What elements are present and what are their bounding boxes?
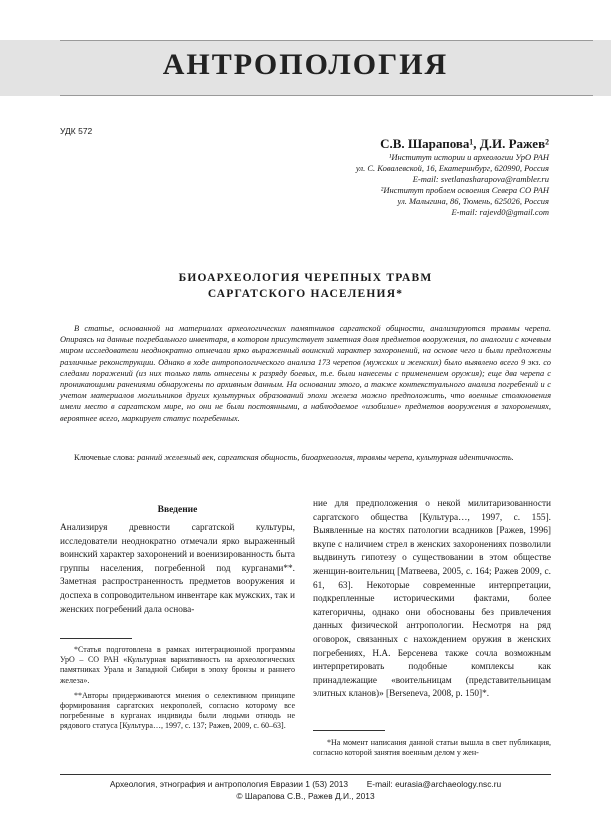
body-column-left bbox=[60, 522, 295, 617]
footer-journal: Археология, этнография и антропология Евразии 1 (53) 2013 bbox=[109, 779, 349, 789]
affiliation-1-institute: ¹Институт истории и археологии УрО РАН bbox=[388, 152, 549, 162]
abstract bbox=[60, 323, 551, 424]
body-column-right bbox=[313, 498, 551, 702]
keywords-label: Ключевые слова: bbox=[74, 453, 135, 462]
footnote-right: *На момент написания данной статьи вышла в свет публикация, согласно которой занятия военным делом у жен- bbox=[313, 738, 551, 758]
banner-top-rule bbox=[60, 40, 593, 41]
banner-bottom-rule bbox=[60, 95, 593, 96]
authors: С.В. Шарапова¹, Д.И. Ражев² bbox=[380, 136, 549, 151]
footnote-rule-left bbox=[60, 638, 132, 639]
abstract-text: В статье, основанной на материалах археологических памятников саргатской общности, анализируются травмы черепа. Опираясь на данные погребального инвентаря, в котором присутствует заметная доля предметов вооружения, по аналогии с кочевым миром исследователи неоднократно отмечали ярко выраженный воинский характер захоронений, на основе чего и были предложены различные реконструкции. Однако в ходе антропологического анализа 173 черепов (мужских и женских) было выявлено всего 9 экз. со следами поражений (из них только пять отнесены к разряду боевых, т.е. были нанесены с применением оружия); еще два черепа с проникающими ранениями обнаружены по архивным данным. На основании этого, а также контекстуального анализа погребений и с учетом материалов могильников других культурных образований эпохи железа можно предположить, что военные столкновения имели место в саргатском мире, но они не были постоянными, а наблюдаемое «изобилие» предметов вооружения в захоронениях, вероятнее всего, маркирует статус погребенных. bbox=[60, 324, 551, 423]
footer-rule bbox=[60, 774, 551, 775]
footer-email[interactable]: E-mail: eurasia@archaeology.nsc.ru bbox=[366, 779, 502, 789]
keywords bbox=[60, 452, 551, 463]
keywords-text: ранний железный век, саргатская общность, биоархеология, травмы черепа, культурная идентичность. bbox=[137, 453, 514, 462]
affiliation-1-address: ул. С. Ковалевской, 16, Екатеринбург, 620990, Россия bbox=[355, 163, 549, 173]
article-title-line-1: БИОАРХЕОЛОГИЯ ЧЕРЕПНЫХ ТРАВМ bbox=[178, 272, 433, 284]
affiliation-2-institute: ²Институт проблем освоения Севера СО РАН bbox=[380, 185, 549, 195]
footnotes-left bbox=[60, 645, 295, 732]
intro-paragraph-left: Анализируя древности саргатской культуры, исследователи неоднократно отмечали ярко выраженный воинский характер захоронений и военизированность быта группы населения, погребенной под курганами**. Заметная распространенность предметов вооружения и доспеха в сопроводительном инвентаре как мужских, так и женских погребений дала основа- bbox=[60, 523, 295, 615]
footnote-2: **Авторы придерживаются мнения о селективном принципе формирования саргатских некрополей, согласно которому все погребенные в курганах индивиды были людьми отнюдь не рядового статуса [Культура…, 1997, с. 137; Ражев, 2009, с. 60–63]. bbox=[60, 690, 295, 731]
footer-copyright: © Шарапова С.В., Ражев Д.И., 2013 bbox=[236, 791, 375, 801]
footnote-1: *Статья подготовлена в рамках интеграционной программы УрО – СО РАН «Культурная вариативность на археологических памятниках Урала и Западной Сибири в эпоху бронзы и раннего железа». bbox=[60, 645, 295, 685]
section-title: АНТРОПОЛОГИЯ bbox=[162, 48, 449, 81]
intro-heading: Введение bbox=[157, 505, 198, 515]
affiliation-2-address: ул. Малыгина, 86, Тюмень, 625026, Россия bbox=[397, 196, 549, 206]
udk-code: УДК 572 bbox=[60, 126, 93, 136]
article-title-line-2: САРГАТСКОГО НАСЕЛЕНИЯ* bbox=[207, 288, 404, 300]
affiliation-1-email[interactable]: E-mail: svetlanasharapova@rambler.ru bbox=[412, 174, 549, 184]
affiliation-2-email[interactable]: E-mail: rajevd0@gmail.com bbox=[451, 207, 549, 217]
footnote-rule-right bbox=[313, 730, 385, 731]
footer-line-1 bbox=[0, 779, 611, 789]
intro-paragraph-right: ние для предположения о некой милитаризованности саргатского общества [Культура…, 1997, с. 155]. Выявленные на костях патологии всадников [Ражев, 1996] вкупе с наличием стрел в женских захоронениях позволили выдвинуть гипотезу о существовании в этом обществе женщин-воительниц [Матвеева, 2005, с. 164; Ражев 2009, с. 61, 63]. Некоторые современные интерпретации, подкрепленные историческими фактами, более категоричны, однако они обоснованы без привлечения данных физической антропологии. Несмотря на ряд оговорок, связанных с нахождением оружия в женских погребениях, Н.А. Берсенева также сочла возможным интерпретировать подобные комплексы как принадлежащие «воительницам (представительницам элитных кланов)» [Berseneva, 2008, p. 150]*. bbox=[313, 499, 551, 700]
